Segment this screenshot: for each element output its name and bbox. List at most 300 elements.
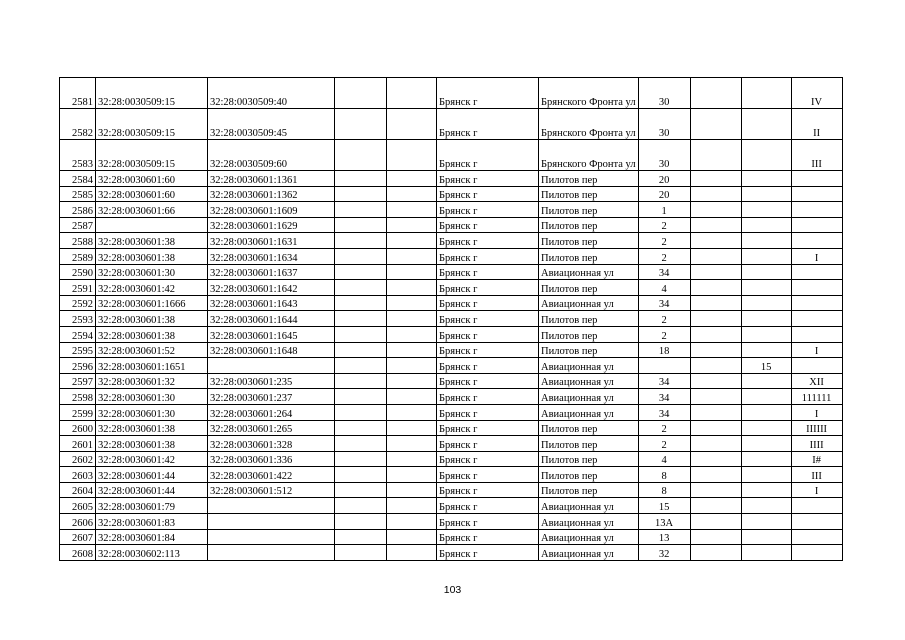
row-number-cell: 2594 (60, 326, 96, 342)
parcel-cadastral-number-cell: 32:28:0030601:38 (96, 233, 208, 249)
empty-cell (690, 529, 741, 545)
house-number-cell: 34 (638, 295, 690, 311)
parcel-cadastral-number-cell: 32:28:0030601:1651 (96, 358, 208, 374)
table-row (60, 295, 843, 311)
object-cadastral-number-cell: 32:28:0030601:1629 (208, 217, 335, 233)
parcel-cadastral-number-cell: 32:28:0030601:52 (96, 342, 208, 358)
apartment-number-cell (741, 342, 791, 358)
parcel-cadastral-number-cell: 32:28:0030601:38 (96, 420, 208, 436)
apartment-number-cell (741, 373, 791, 389)
object-cadastral-number-cell: 32:28:0030601:1643 (208, 295, 335, 311)
empty-cell (335, 373, 387, 389)
empty-cell (387, 295, 437, 311)
empty-cell (690, 171, 741, 187)
city-cell: Брянск г (437, 545, 539, 561)
street-cell: Пилотов пер (539, 326, 639, 342)
street-cell: Авиационная ул (539, 514, 639, 530)
empty-cell (690, 467, 741, 483)
house-number-cell (638, 358, 690, 374)
object-cadastral-number-cell: 32:28:0030601:1361 (208, 171, 335, 187)
empty-cell (387, 280, 437, 296)
empty-cell (387, 358, 437, 374)
house-number-cell: 8 (638, 467, 690, 483)
row-number-cell: 2606 (60, 514, 96, 530)
street-cell: Авиационная ул (539, 498, 639, 514)
empty-cell (335, 529, 387, 545)
empty-cell (690, 482, 741, 498)
object-cadastral-number-cell: 32:28:0030601:235 (208, 373, 335, 389)
object-cadastral-number-cell (208, 514, 335, 530)
empty-cell (387, 342, 437, 358)
city-cell: Брянск г (437, 436, 539, 452)
apartment-number-cell (741, 482, 791, 498)
empty-cell (690, 514, 741, 530)
row-number-cell: 2588 (60, 233, 96, 249)
room-number-cell (791, 171, 842, 187)
table-row (60, 217, 843, 233)
street-cell: Пилотов пер (539, 202, 639, 218)
apartment-number-cell (741, 217, 791, 233)
table-row (60, 140, 843, 171)
row-number-cell: 2604 (60, 482, 96, 498)
parcel-cadastral-number-cell: 32:28:0030601:38 (96, 436, 208, 452)
empty-cell (335, 248, 387, 264)
empty-cell (335, 326, 387, 342)
empty-cell (387, 529, 437, 545)
table-row (60, 186, 843, 202)
table-row (60, 404, 843, 420)
parcel-cadastral-number-cell: 32:28:0030601:42 (96, 451, 208, 467)
parcel-cadastral-number-cell: 32:28:0030601:79 (96, 498, 208, 514)
city-cell: Брянск г (437, 186, 539, 202)
empty-cell (387, 264, 437, 280)
parcel-cadastral-number-cell: 32:28:0030601:1666 (96, 295, 208, 311)
empty-cell (690, 295, 741, 311)
empty-cell (690, 498, 741, 514)
city-cell: Брянск г (437, 78, 539, 109)
object-cadastral-number-cell: 32:28:0030601:422 (208, 467, 335, 483)
table-row (60, 171, 843, 187)
row-number-cell: 2585 (60, 186, 96, 202)
empty-cell (387, 248, 437, 264)
object-cadastral-number-cell: 32:28:0030601:265 (208, 420, 335, 436)
city-cell: Брянск г (437, 280, 539, 296)
row-number-cell: 2602 (60, 451, 96, 467)
apartment-number-cell (741, 420, 791, 436)
city-cell: Брянск г (437, 311, 539, 327)
city-cell: Брянск г (437, 140, 539, 171)
empty-cell (335, 311, 387, 327)
empty-cell (335, 280, 387, 296)
table-row (60, 326, 843, 342)
city-cell: Брянск г (437, 451, 539, 467)
street-cell: Пилотов пер (539, 342, 639, 358)
house-number-cell: 18 (638, 342, 690, 358)
parcel-cadastral-number-cell: 32:28:0030509:15 (96, 140, 208, 171)
row-number-cell: 2590 (60, 264, 96, 280)
object-cadastral-number-cell: 32:28:0030601:328 (208, 436, 335, 452)
table-row (60, 202, 843, 218)
street-cell: Пилотов пер (539, 248, 639, 264)
parcel-cadastral-number-cell: 32:28:0030601:44 (96, 482, 208, 498)
empty-cell (387, 326, 437, 342)
apartment-number-cell (741, 326, 791, 342)
room-number-cell (791, 326, 842, 342)
empty-cell (387, 171, 437, 187)
empty-cell (335, 389, 387, 405)
empty-cell (387, 217, 437, 233)
empty-cell (335, 545, 387, 561)
room-number-cell: II (791, 109, 842, 140)
parcel-cadastral-number-cell (96, 217, 208, 233)
table-row (60, 311, 843, 327)
empty-cell (387, 451, 437, 467)
parcel-cadastral-number-cell: 32:28:0030601:38 (96, 311, 208, 327)
parcel-cadastral-number-cell: 32:28:0030601:38 (96, 248, 208, 264)
table-row (60, 436, 843, 452)
empty-cell (387, 514, 437, 530)
row-number-cell: 2598 (60, 389, 96, 405)
apartment-number-cell: 15 (741, 358, 791, 374)
object-cadastral-number-cell: 32:28:0030601:1362 (208, 186, 335, 202)
empty-cell (387, 467, 437, 483)
city-cell: Брянск г (437, 342, 539, 358)
room-number-cell: I# (791, 451, 842, 467)
street-cell: Пилотов пер (539, 280, 639, 296)
empty-cell (387, 78, 437, 109)
street-cell: Пилотов пер (539, 311, 639, 327)
city-cell: Брянск г (437, 248, 539, 264)
object-cadastral-number-cell: 32:28:0030601:1634 (208, 248, 335, 264)
room-number-cell: I (791, 248, 842, 264)
empty-cell (690, 78, 741, 109)
empty-cell (690, 545, 741, 561)
room-number-cell (791, 280, 842, 296)
street-cell: Авиационная ул (539, 373, 639, 389)
room-number-cell: XII (791, 373, 842, 389)
empty-cell (387, 545, 437, 561)
apartment-number-cell (741, 186, 791, 202)
parcel-cadastral-number-cell: 32:28:0030601:60 (96, 186, 208, 202)
empty-cell (690, 373, 741, 389)
empty-cell (387, 233, 437, 249)
object-cadastral-number-cell (208, 498, 335, 514)
room-number-cell (791, 498, 842, 514)
row-number-cell: 2601 (60, 436, 96, 452)
house-number-cell: 2 (638, 311, 690, 327)
city-cell: Брянск г (437, 295, 539, 311)
house-number-cell: 13А (638, 514, 690, 530)
parcel-cadastral-number-cell: 32:28:0030601:42 (96, 280, 208, 296)
city-cell: Брянск г (437, 326, 539, 342)
object-cadastral-number-cell (208, 545, 335, 561)
empty-cell (690, 109, 741, 140)
house-number-cell: 8 (638, 482, 690, 498)
room-number-cell (791, 186, 842, 202)
empty-cell (335, 171, 387, 187)
room-number-cell (791, 217, 842, 233)
city-cell: Брянск г (437, 171, 539, 187)
apartment-number-cell (741, 498, 791, 514)
empty-cell (335, 436, 387, 452)
house-number-cell: 15 (638, 498, 690, 514)
room-number-cell (791, 514, 842, 530)
empty-cell (335, 514, 387, 530)
room-number-cell (791, 529, 842, 545)
house-number-cell: 2 (638, 248, 690, 264)
parcel-cadastral-number-cell: 32:28:0030601:30 (96, 389, 208, 405)
empty-cell (335, 342, 387, 358)
parcel-cadastral-number-cell: 32:28:0030602:113 (96, 545, 208, 561)
empty-cell (690, 140, 741, 171)
empty-cell (690, 436, 741, 452)
table-row (60, 545, 843, 561)
object-cadastral-number-cell: 32:28:0030601:264 (208, 404, 335, 420)
row-number-cell: 2607 (60, 529, 96, 545)
empty-cell (335, 264, 387, 280)
object-cadastral-number-cell: 32:28:0030509:40 (208, 78, 335, 109)
table-row (60, 78, 843, 109)
empty-cell (690, 311, 741, 327)
table-row (60, 248, 843, 264)
empty-cell (690, 358, 741, 374)
room-number-cell: III (791, 467, 842, 483)
empty-cell (387, 202, 437, 218)
table-row (60, 373, 843, 389)
row-number-cell: 2595 (60, 342, 96, 358)
empty-cell (690, 202, 741, 218)
room-number-cell: I (791, 342, 842, 358)
empty-cell (690, 404, 741, 420)
empty-cell (335, 404, 387, 420)
empty-cell (387, 498, 437, 514)
row-number-cell: 2589 (60, 248, 96, 264)
empty-cell (335, 78, 387, 109)
row-number-cell: 2599 (60, 404, 96, 420)
empty-cell (335, 109, 387, 140)
object-cadastral-number-cell: 32:28:0030601:237 (208, 389, 335, 405)
empty-cell (690, 326, 741, 342)
room-number-cell (791, 295, 842, 311)
house-number-cell: 30 (638, 78, 690, 109)
row-number-cell: 2600 (60, 420, 96, 436)
page-number: 103 (443, 584, 462, 596)
row-number-cell: 2608 (60, 545, 96, 561)
object-cadastral-number-cell: 32:28:0030601:1648 (208, 342, 335, 358)
row-number-cell: 2597 (60, 373, 96, 389)
row-number-cell: 2605 (60, 498, 96, 514)
object-cadastral-number-cell: 32:28:0030601:336 (208, 451, 335, 467)
city-cell: Брянск г (437, 389, 539, 405)
house-number-cell: 20 (638, 186, 690, 202)
empty-cell (335, 420, 387, 436)
street-cell: Авиационная ул (539, 295, 639, 311)
empty-cell (387, 140, 437, 171)
parcel-cadastral-number-cell: 32:28:0030509:15 (96, 78, 208, 109)
house-number-cell: 34 (638, 264, 690, 280)
row-number-cell: 2584 (60, 171, 96, 187)
city-cell: Брянск г (437, 482, 539, 498)
street-cell: Авиационная ул (539, 529, 639, 545)
table-row (60, 109, 843, 140)
row-number-cell: 2592 (60, 295, 96, 311)
empty-cell (335, 498, 387, 514)
house-number-cell: 20 (638, 171, 690, 187)
apartment-number-cell (741, 233, 791, 249)
house-number-cell: 30 (638, 140, 690, 171)
city-cell: Брянск г (437, 420, 539, 436)
registry-table-body (60, 78, 843, 561)
empty-cell (387, 404, 437, 420)
object-cadastral-number-cell: 32:28:0030601:1631 (208, 233, 335, 249)
row-number-cell: 2603 (60, 467, 96, 483)
street-cell: Пилотов пер (539, 467, 639, 483)
object-cadastral-number-cell (208, 358, 335, 374)
empty-cell (335, 451, 387, 467)
city-cell: Брянск г (437, 109, 539, 140)
row-number-cell: 2587 (60, 217, 96, 233)
house-number-cell: 2 (638, 420, 690, 436)
house-number-cell: 32 (638, 545, 690, 561)
parcel-cadastral-number-cell: 32:28:0030601:84 (96, 529, 208, 545)
empty-cell (335, 295, 387, 311)
apartment-number-cell (741, 389, 791, 405)
city-cell: Брянск г (437, 404, 539, 420)
empty-cell (690, 233, 741, 249)
room-number-cell (791, 545, 842, 561)
city-cell: Брянск г (437, 358, 539, 374)
city-cell: Брянск г (437, 514, 539, 530)
house-number-cell: 4 (638, 451, 690, 467)
empty-cell (387, 482, 437, 498)
object-cadastral-number-cell: 32:28:0030509:60 (208, 140, 335, 171)
street-cell: Авиационная ул (539, 545, 639, 561)
house-number-cell: 1 (638, 202, 690, 218)
object-cadastral-number-cell (208, 529, 335, 545)
table-row (60, 389, 843, 405)
table-row (60, 280, 843, 296)
parcel-cadastral-number-cell: 32:28:0030601:30 (96, 264, 208, 280)
apartment-number-cell (741, 436, 791, 452)
parcel-cadastral-number-cell: 32:28:0030601:83 (96, 514, 208, 530)
room-number-cell (791, 358, 842, 374)
apartment-number-cell (741, 78, 791, 109)
house-number-cell: 34 (638, 373, 690, 389)
street-cell: Пилотов пер (539, 186, 639, 202)
street-cell: Пилотов пер (539, 233, 639, 249)
apartment-number-cell (741, 109, 791, 140)
room-number-cell: IIII (791, 436, 842, 452)
city-cell: Брянск г (437, 217, 539, 233)
street-cell: Авиационная ул (539, 358, 639, 374)
apartment-number-cell (741, 202, 791, 218)
object-cadastral-number-cell: 32:28:0030509:45 (208, 109, 335, 140)
parcel-cadastral-number-cell: 32:28:0030601:38 (96, 326, 208, 342)
empty-cell (335, 233, 387, 249)
empty-cell (387, 436, 437, 452)
empty-cell (690, 248, 741, 264)
house-number-cell: 34 (638, 404, 690, 420)
empty-cell (335, 482, 387, 498)
room-number-cell: I (791, 482, 842, 498)
street-cell: Авиационная ул (539, 264, 639, 280)
empty-cell (690, 420, 741, 436)
room-number-cell (791, 202, 842, 218)
empty-cell (690, 342, 741, 358)
apartment-number-cell (741, 264, 791, 280)
parcel-cadastral-number-cell: 32:28:0030601:30 (96, 404, 208, 420)
table-row (60, 467, 843, 483)
empty-cell (690, 186, 741, 202)
empty-cell (690, 280, 741, 296)
parcel-cadastral-number-cell: 32:28:0030601:60 (96, 171, 208, 187)
row-number-cell: 2591 (60, 280, 96, 296)
empty-cell (335, 358, 387, 374)
apartment-number-cell (741, 404, 791, 420)
row-number-cell: 2586 (60, 202, 96, 218)
empty-cell (335, 186, 387, 202)
parcel-cadastral-number-cell: 32:28:0030509:15 (96, 109, 208, 140)
empty-cell (690, 217, 741, 233)
house-number-cell: 2 (638, 326, 690, 342)
room-number-cell (791, 311, 842, 327)
room-number-cell: III (791, 140, 842, 171)
empty-cell (387, 420, 437, 436)
empty-cell (387, 311, 437, 327)
empty-cell (387, 109, 437, 140)
object-cadastral-number-cell: 32:28:0030601:1645 (208, 326, 335, 342)
street-cell: Брянского Фронта ул (539, 109, 639, 140)
apartment-number-cell (741, 280, 791, 296)
city-cell: Брянск г (437, 498, 539, 514)
street-cell: Авиационная ул (539, 404, 639, 420)
street-cell: Пилотов пер (539, 420, 639, 436)
house-number-cell: 4 (638, 280, 690, 296)
empty-cell (690, 389, 741, 405)
table-row (60, 529, 843, 545)
city-cell: Брянск г (437, 373, 539, 389)
city-cell: Брянск г (437, 264, 539, 280)
apartment-number-cell (741, 545, 791, 561)
row-number-cell: 2581 (60, 78, 96, 109)
row-number-cell: 2593 (60, 311, 96, 327)
table-row (60, 358, 843, 374)
object-cadastral-number-cell: 32:28:0030601:1642 (208, 280, 335, 296)
object-cadastral-number-cell: 32:28:0030601:1637 (208, 264, 335, 280)
object-cadastral-number-cell: 32:28:0030601:512 (208, 482, 335, 498)
street-cell: Брянского Фронта ул (539, 78, 639, 109)
parcel-cadastral-number-cell: 32:28:0030601:66 (96, 202, 208, 218)
empty-cell (387, 186, 437, 202)
city-cell: Брянск г (437, 529, 539, 545)
table-row (60, 420, 843, 436)
house-number-cell: 2 (638, 233, 690, 249)
table-row (60, 482, 843, 498)
empty-cell (335, 140, 387, 171)
empty-cell (335, 202, 387, 218)
empty-cell (335, 467, 387, 483)
room-number-cell: IV (791, 78, 842, 109)
empty-cell (690, 451, 741, 467)
table-row (60, 233, 843, 249)
table-row (60, 342, 843, 358)
table-row (60, 498, 843, 514)
empty-cell (335, 217, 387, 233)
table-row (60, 264, 843, 280)
street-cell: Пилотов пер (539, 482, 639, 498)
street-cell: Пилотов пер (539, 451, 639, 467)
city-cell: Брянск г (437, 233, 539, 249)
